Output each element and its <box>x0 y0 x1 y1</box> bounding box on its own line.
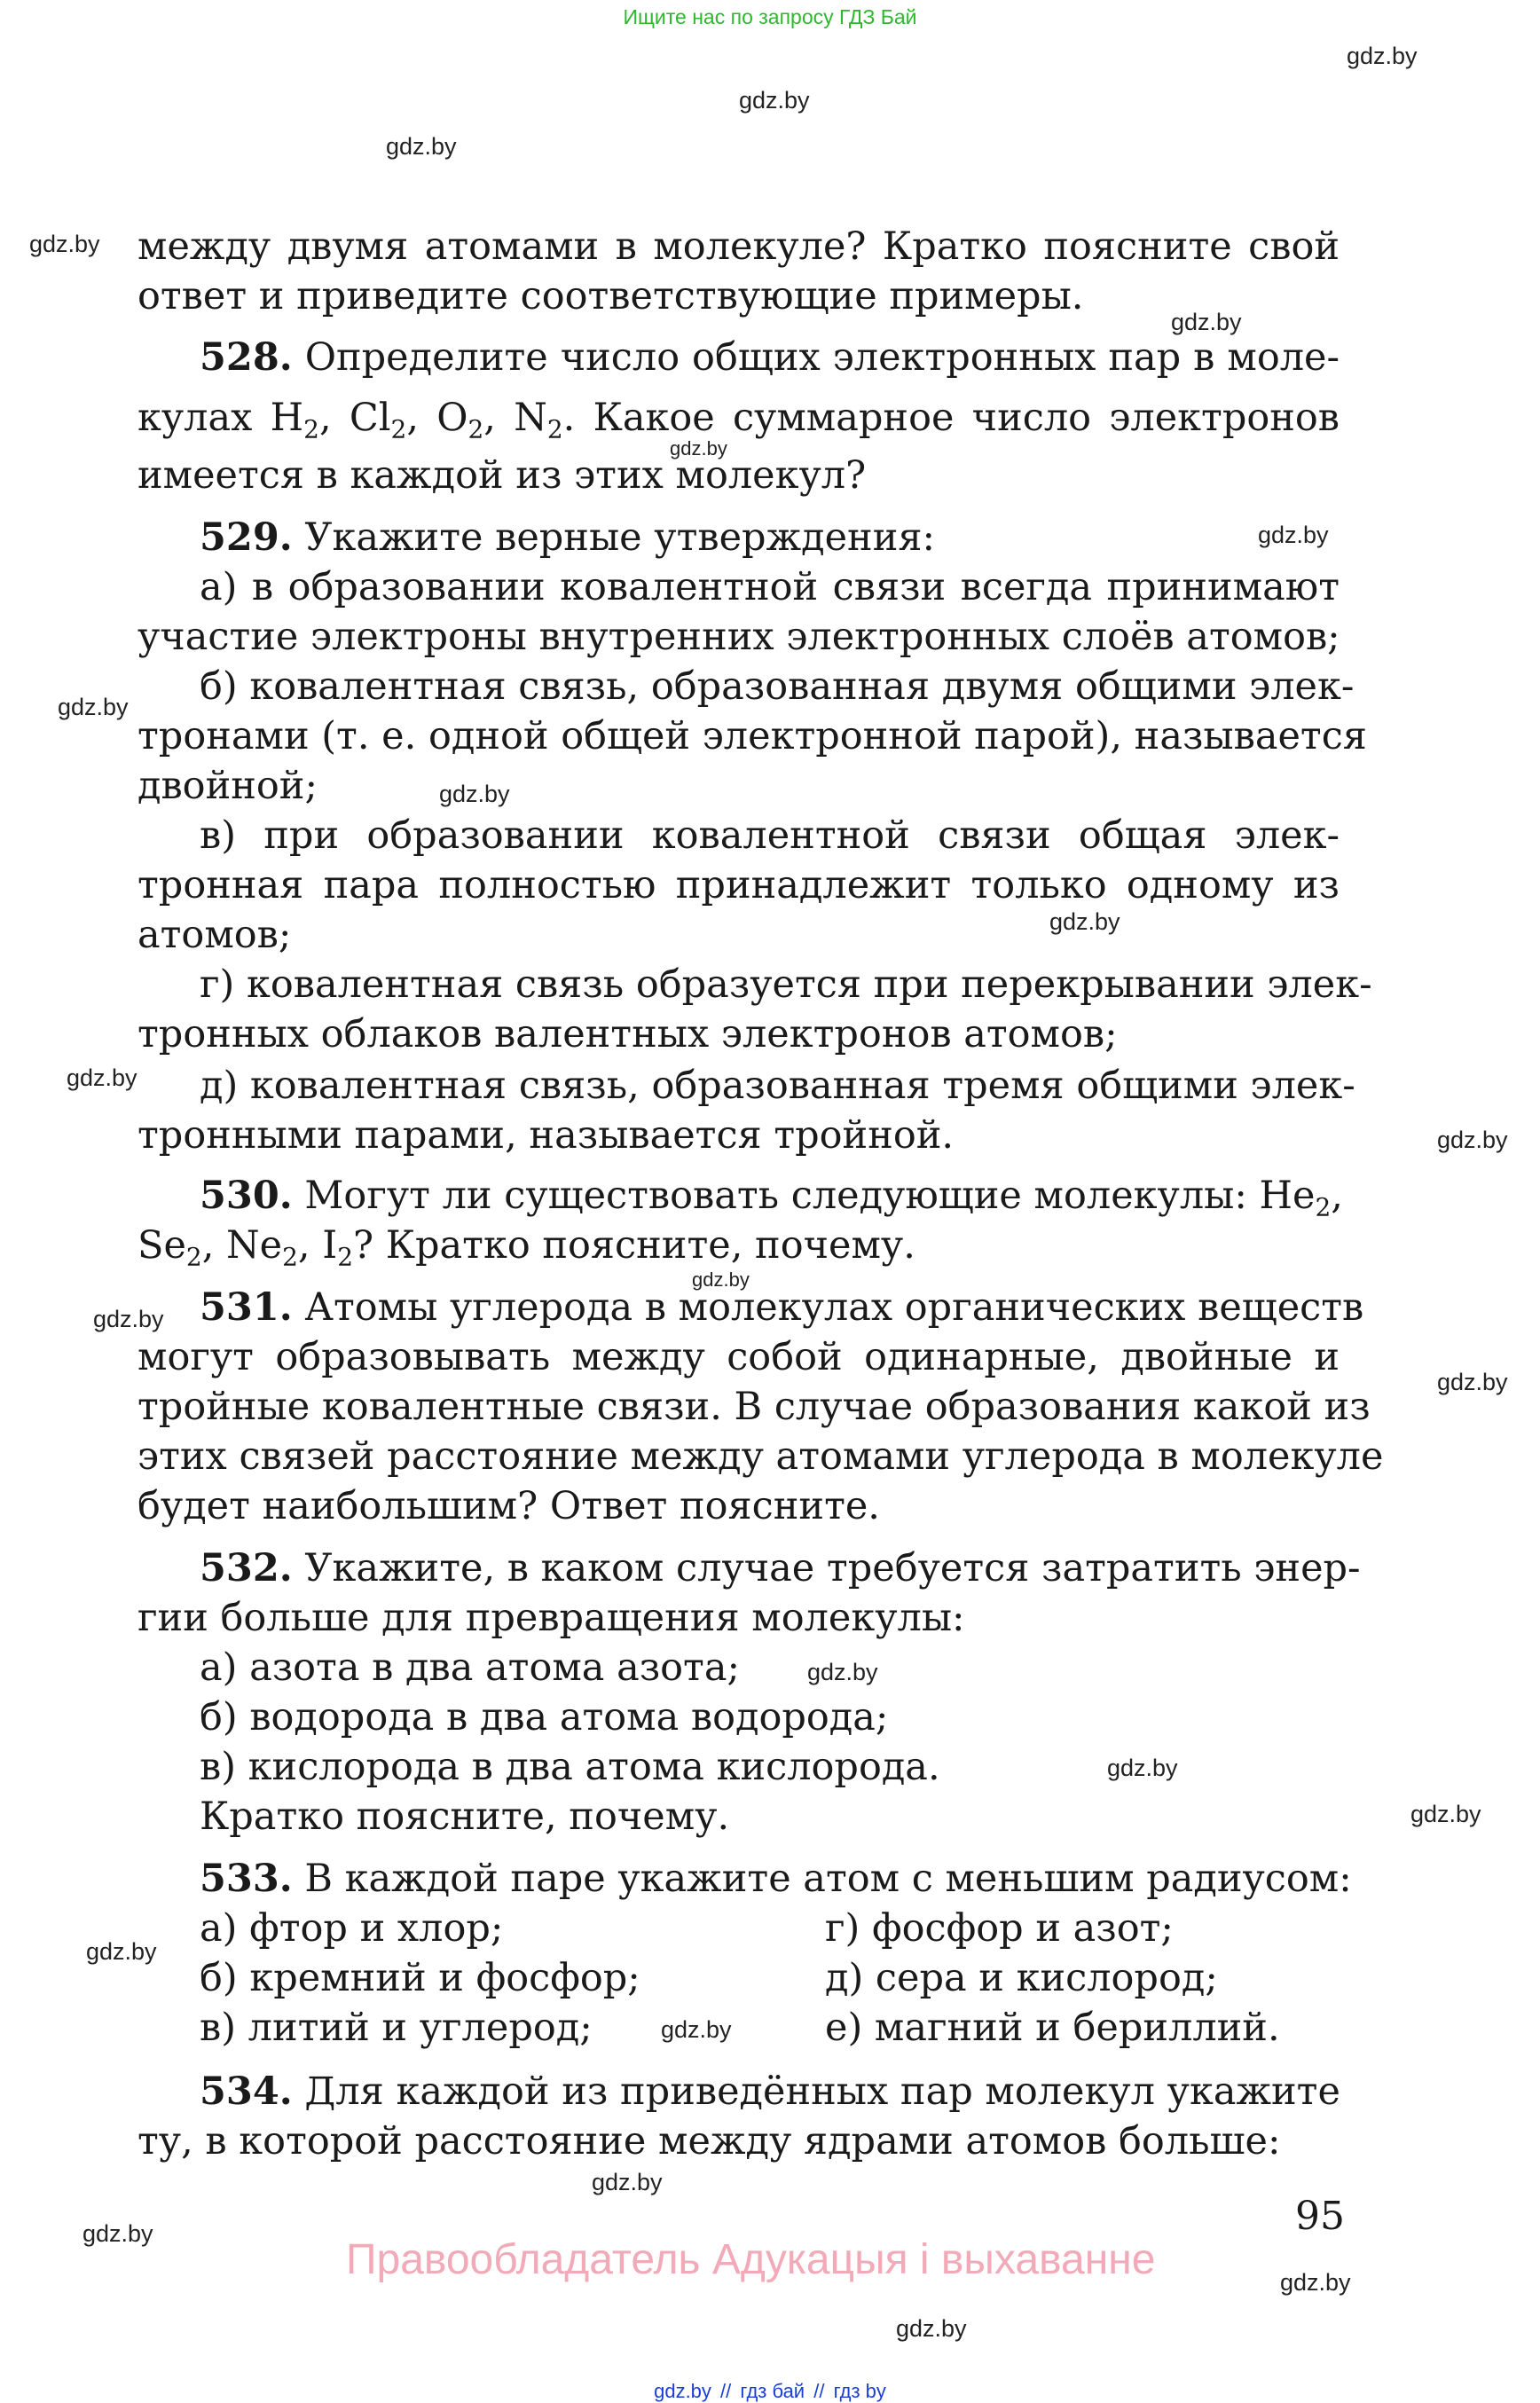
text: . Какое суммарное число электронов <box>562 396 1340 440</box>
watermark: gdz.by <box>1347 43 1418 69</box>
text-line: тройные ковалентные связи. В случае образования какой из <box>138 1385 1371 1429</box>
text-line: в) кислорода в два атома кислорода. <box>200 1745 940 1789</box>
text-line: участие электроны внутренних электронных слоёв атомов; <box>138 615 1340 659</box>
text-line: имеется в каждой из этих молекул? <box>138 453 867 498</box>
text-line: тронных облаков валентных электронов атомов; <box>138 1012 1118 1056</box>
text-line: тронами (т. е. одной общей электронной парой), называется <box>138 714 1367 758</box>
question-number: 531. <box>200 1285 293 1330</box>
text-line: а) азота в два атома азота; <box>200 1645 740 1690</box>
copyright-notice: Правообладатель Адукацыя і выхаванне <box>346 2236 1156 2283</box>
text: Укажите верные утверждения: <box>304 515 935 560</box>
question-number: 532. <box>200 1546 293 1590</box>
watermark: gdz.by <box>1280 2269 1351 2296</box>
text: Se <box>138 1223 186 1268</box>
watermark: gdz.by <box>1410 1801 1481 1827</box>
text-line: г) ковалентная связь образуется при перекрывании элек- <box>200 962 1372 1007</box>
subscript: 2 <box>337 1242 353 1272</box>
footer-link-gdz-bai[interactable]: гдз бай <box>740 2380 805 2402</box>
top-banner: Ищите нас по запросу ГДЗ Бай <box>623 5 917 28</box>
subscript: 2 <box>1315 1192 1332 1222</box>
option-g: г) фосфор и азот; <box>825 1906 1174 1951</box>
question-532 <box>200 1543 1361 1593</box>
question-number: 533. <box>200 1857 293 1901</box>
question-533 <box>200 1854 1402 1904</box>
question-number: 529. <box>200 515 293 560</box>
text: кулах H <box>138 396 304 440</box>
text-line: гии больше для превращения молекулы: <box>138 1596 965 1640</box>
option-b: б) кремний и фосфор; <box>200 1956 640 2000</box>
text-line: тронная пара полностью принадлежит только одному из <box>138 863 1340 907</box>
text-line: Кратко поясните, почему. <box>200 1794 730 1839</box>
text: , I <box>297 1223 338 1268</box>
text-line: а) в образовании ковалентной связи всегда принимают <box>200 565 1340 609</box>
text: , Ne <box>201 1223 283 1268</box>
watermark: gdz.by <box>896 2315 967 2342</box>
text-line: могут образовывать между собой одинарные, двойные и <box>138 1335 1340 1379</box>
text: , O <box>406 396 468 440</box>
text-line: б) водорода в два атома водорода; <box>200 1695 889 1739</box>
watermark: gdz.by <box>1107 1755 1178 1781</box>
text-line: двойной; <box>138 764 318 808</box>
subscript: 2 <box>390 414 407 444</box>
watermark: gdz.by <box>386 133 457 160</box>
page-number: 95 <box>1295 2194 1345 2239</box>
watermark: gdz.by <box>1437 1369 1508 1395</box>
text: Определите число общих электронных пар в моле- <box>304 335 1340 380</box>
watermark: gdz.by <box>29 231 100 257</box>
watermark: gdz.by <box>1258 522 1329 548</box>
watermark: gdz.by <box>1049 908 1120 935</box>
watermark: gdz.by <box>692 1268 750 1291</box>
subscript: 2 <box>468 414 484 444</box>
watermark: gdz.by <box>1171 309 1242 335</box>
subscript: 2 <box>185 1242 202 1272</box>
watermark: gdz.by <box>439 781 510 807</box>
watermark: gdz.by <box>739 87 810 114</box>
text-line: тронными парами, называется тройной. <box>138 1113 955 1158</box>
subscript: 2 <box>303 414 319 444</box>
watermark: gdz.by <box>58 694 129 720</box>
question-534 <box>200 2067 1340 2116</box>
text-line <box>138 1221 1340 1270</box>
text-line: ответ и приведите соответствующие примеры. <box>138 274 1084 318</box>
option-a: а) фтор и хлор; <box>200 1906 504 1951</box>
question-528 <box>200 333 1340 382</box>
text-line: д) ковалентная связь, образованная тремя общими элек- <box>200 1064 1355 1108</box>
watermark: gdz.by <box>93 1306 164 1332</box>
text: , N <box>483 396 547 440</box>
watermark: gdz.by <box>86 1938 157 1965</box>
watermark: gdz.by <box>807 1659 878 1685</box>
text: Атомы углерода в молекулах органических веществ <box>304 1285 1364 1330</box>
text: Для каждой из приведённых пар молекул укажите <box>304 2069 1340 2114</box>
watermark: gdz.by <box>661 2016 732 2043</box>
option-e: е) магний и бериллий. <box>825 2006 1280 2050</box>
question-531 <box>200 1283 1364 1332</box>
option-v: в) литий и углерод; <box>200 2006 593 2050</box>
text: , Cl <box>318 396 391 440</box>
text: ? Кратко поясните, почему. <box>353 1223 915 1268</box>
text: В каждой паре укажите атом с меньшим радиусом: <box>304 1857 1352 1901</box>
watermark: gdz.by <box>670 437 727 459</box>
question-number: 534. <box>200 2069 293 2114</box>
footer-separator: // <box>720 2380 732 2402</box>
watermark: gdz.by <box>82 2220 153 2247</box>
text-line: будет наибольшим? Ответ поясните. <box>138 1484 880 1528</box>
footer-separator: // <box>813 2380 825 2402</box>
footer-links <box>0 2380 1540 2403</box>
subscript: 2 <box>282 1242 298 1272</box>
footer-link-gdz-by[interactable]: гдз by <box>833 2380 886 2402</box>
text: Укажите, в каком случае требуется затратить энер- <box>304 1546 1361 1590</box>
question-530: 530. Могут ли существовать следующие молекулы: $He_2$, <box>200 1174 1343 1222</box>
subscript: 2 <box>546 414 563 444</box>
text-line: между двумя атомами в молекуле? Кратко поясните свой <box>138 224 1340 269</box>
text-line: ту, в которой расстояние между ядрами атомов больше: <box>138 2119 1281 2163</box>
text-line: в) при образовании ковалентной связи общая элек- <box>200 813 1340 858</box>
question-529 <box>200 513 1402 562</box>
question-number: 528. <box>200 335 293 380</box>
footer-link-gdz[interactable]: gdz.by <box>654 2380 711 2402</box>
watermark: gdz.by <box>592 2169 663 2195</box>
watermark: gdz.by <box>1437 1127 1508 1153</box>
text: Могут ли существовать следующие молекулы: He <box>304 1174 1316 1218</box>
question-number: 530. <box>200 1174 293 1218</box>
text-line: б) ковалентная связь, образованная двумя общими элек- <box>200 664 1355 709</box>
text-line: атомов; <box>138 913 292 957</box>
option-d: д) сера и кислород; <box>825 1956 1218 2000</box>
text-line: этих связей расстояние между атомами углерода в молекуле <box>138 1434 1384 1479</box>
watermark: gdz.by <box>67 1064 138 1091</box>
text-line <box>138 393 1340 443</box>
